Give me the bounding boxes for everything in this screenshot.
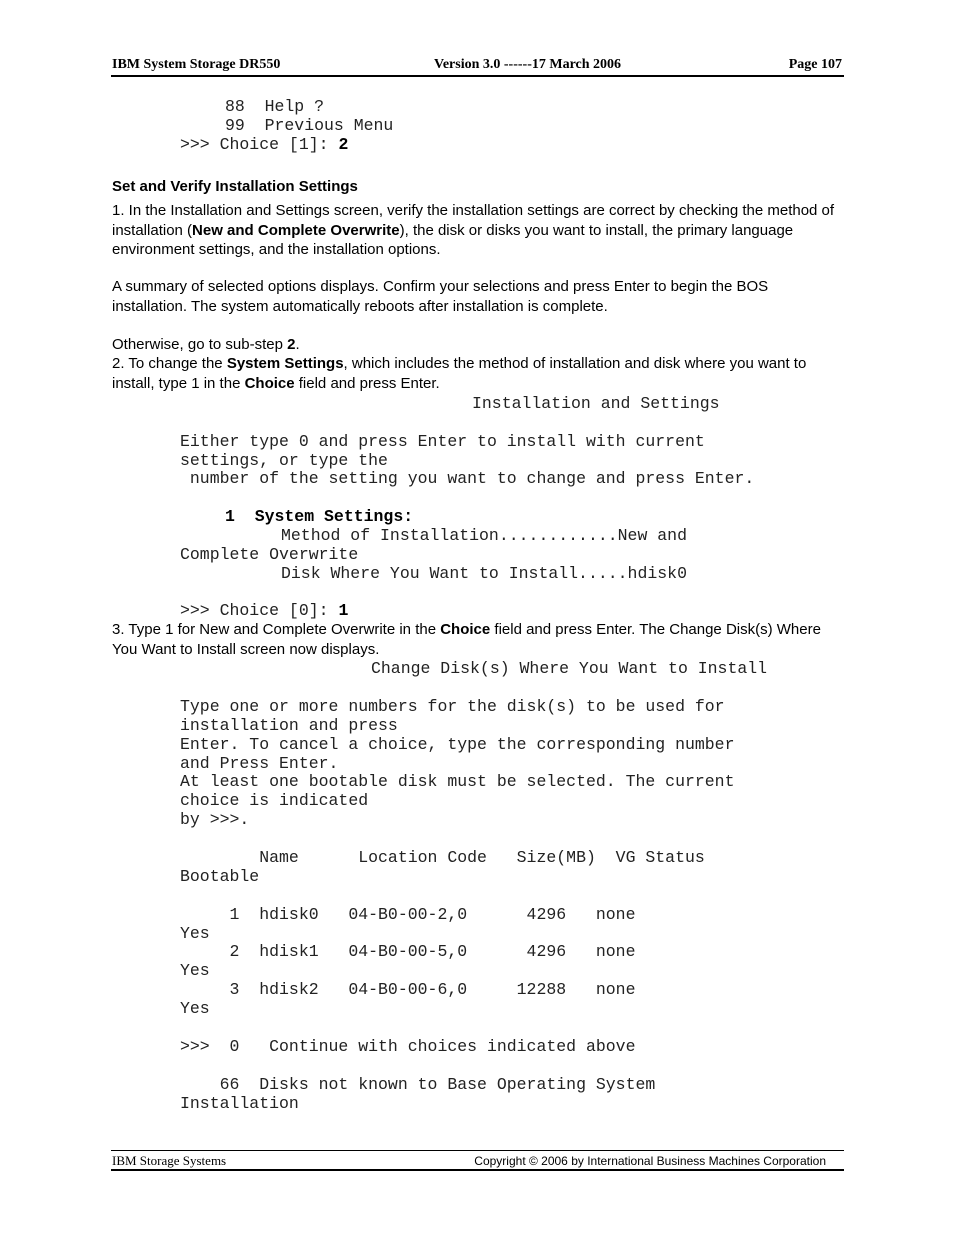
otherwise-paragraph [112, 335, 842, 355]
screen1-disk-line: Disk Where You Want to Install.....hdisk0 [281, 564, 687, 583]
unknown-disks-cont: Installation [180, 1094, 299, 1113]
step2-paragraph [112, 354, 842, 393]
step2-bold-a: System Settings [226, 355, 344, 372]
screen2-title: Change Disk(s) Where You Want to Install [371, 659, 768, 678]
summary-paragraph: A summary of selected options displays. Confirm your selections and press Enter to begin the BOS installation. The system automatically reboots after installation is complete. [112, 278, 769, 315]
screen1-title: Installation and Settings [472, 394, 720, 413]
step3-paragraph [112, 620, 842, 659]
disk-table-row: 3 hdisk2 04-B0-00-6,0 12288 none [180, 980, 636, 999]
footer-rule-bottom [111, 1169, 844, 1171]
screen1-method-cont: Complete Overwrite [180, 545, 359, 564]
step1-text-a: 1. In the Installation and Settings screen, verify the installation settings are correct by checking the method of installation ( [112, 202, 835, 239]
otherwise-period: . [295, 336, 300, 353]
screen2-intro-line: At least one bootable disk must be selected. The current [180, 772, 735, 791]
menu-choice-line [180, 135, 348, 154]
unknown-disks-line: 66 Disks not known to Base Operating System [180, 1075, 656, 1094]
step3-bold: Choice [440, 621, 491, 638]
choice-prompt: >>> Choice [1]: [180, 135, 339, 154]
footer-left: IBM Storage Systems [112, 1153, 227, 1168]
header-title: IBM System Storage DR550 [112, 57, 281, 72]
otherwise-bold: 2 [287, 336, 296, 353]
step3-text-b: field and press Enter. The Change Disk(s) Where You Want to Install screen now displays. [112, 621, 821, 658]
header-page-number: Page 107 [788, 57, 842, 72]
step2-text-a: 2. To change the [112, 355, 227, 372]
disk-table-row-cont: Yes [180, 999, 210, 1018]
step1-bold: New and Complete Overwrite [192, 221, 400, 239]
screen2-intro-line: and Press Enter. [180, 754, 339, 773]
section-title: Set and Verify Installation Settings [112, 178, 358, 195]
screen1-line1: Either type 0 and press Enter to install with current [180, 432, 705, 451]
menu-help-line: 88 Help ? [225, 97, 325, 116]
footer-rule-top [111, 1150, 844, 1151]
screen2-intro-line: Type one or more numbers for the disk(s) to be used for [180, 697, 725, 716]
otherwise-text: Otherwise, go to sub-step [112, 336, 288, 353]
screen2-intro-line: Enter. To cancel a choice, type the corresponding number [180, 735, 735, 754]
screen2-intro-line: by >>>. [180, 810, 250, 829]
choice-value: 2 [338, 135, 349, 154]
footer-copyright: Copyright © 2006 by International Business Machines Corporation [474, 1154, 826, 1168]
disk-table-header: Name Location Code Size(MB) VG Status [180, 848, 705, 867]
disk-table-row-cont: Yes [180, 961, 210, 980]
disk-table-row-cont: Yes [180, 924, 210, 943]
screen1-line2: settings, or type the [180, 451, 388, 470]
menu-previous-line: 99 Previous Menu [225, 116, 394, 135]
step3-text-a: 3. Type 1 for New and Complete Overwrite in the [112, 621, 441, 638]
disk-table-row: 1 hdisk0 04-B0-00-2,0 4296 none [180, 905, 636, 924]
step1-text-b: ), the disk or disks you want to install, the primary language environment settings, and the installation options. [112, 221, 794, 258]
continue-choice-line: >>> 0 Continue with choices indicated above [180, 1037, 636, 1056]
screen1-choice-line [180, 601, 348, 620]
step1-paragraph [112, 201, 842, 260]
disk-table-row: 2 hdisk1 04-B0-00-5,0 4296 none [180, 942, 636, 961]
screen1-method-line: Method of Installation............New and [281, 526, 687, 545]
header-rule [111, 75, 844, 77]
step2-text-b: , which includes the method of installation and disk where you want to install, type 1 in the [112, 355, 807, 392]
screen1-choice-value: 1 [338, 601, 349, 620]
step2-text-c: field and press Enter. [294, 374, 440, 392]
screen1-line3: number of the setting you want to change and press Enter. [180, 469, 755, 488]
screen2-intro-line: choice is indicated [180, 791, 369, 810]
header-version: Version 3.0 ------17 March 2006 [434, 57, 622, 72]
screen2-intro-line: installation and press [180, 716, 398, 735]
step2-bold-b: Choice [244, 374, 295, 392]
screen1-choice-prompt: >>> Choice [0]: [180, 601, 339, 620]
disk-table-header-cont: Bootable [180, 867, 260, 886]
screen1-setting-label: 1 System Settings: [225, 507, 414, 526]
